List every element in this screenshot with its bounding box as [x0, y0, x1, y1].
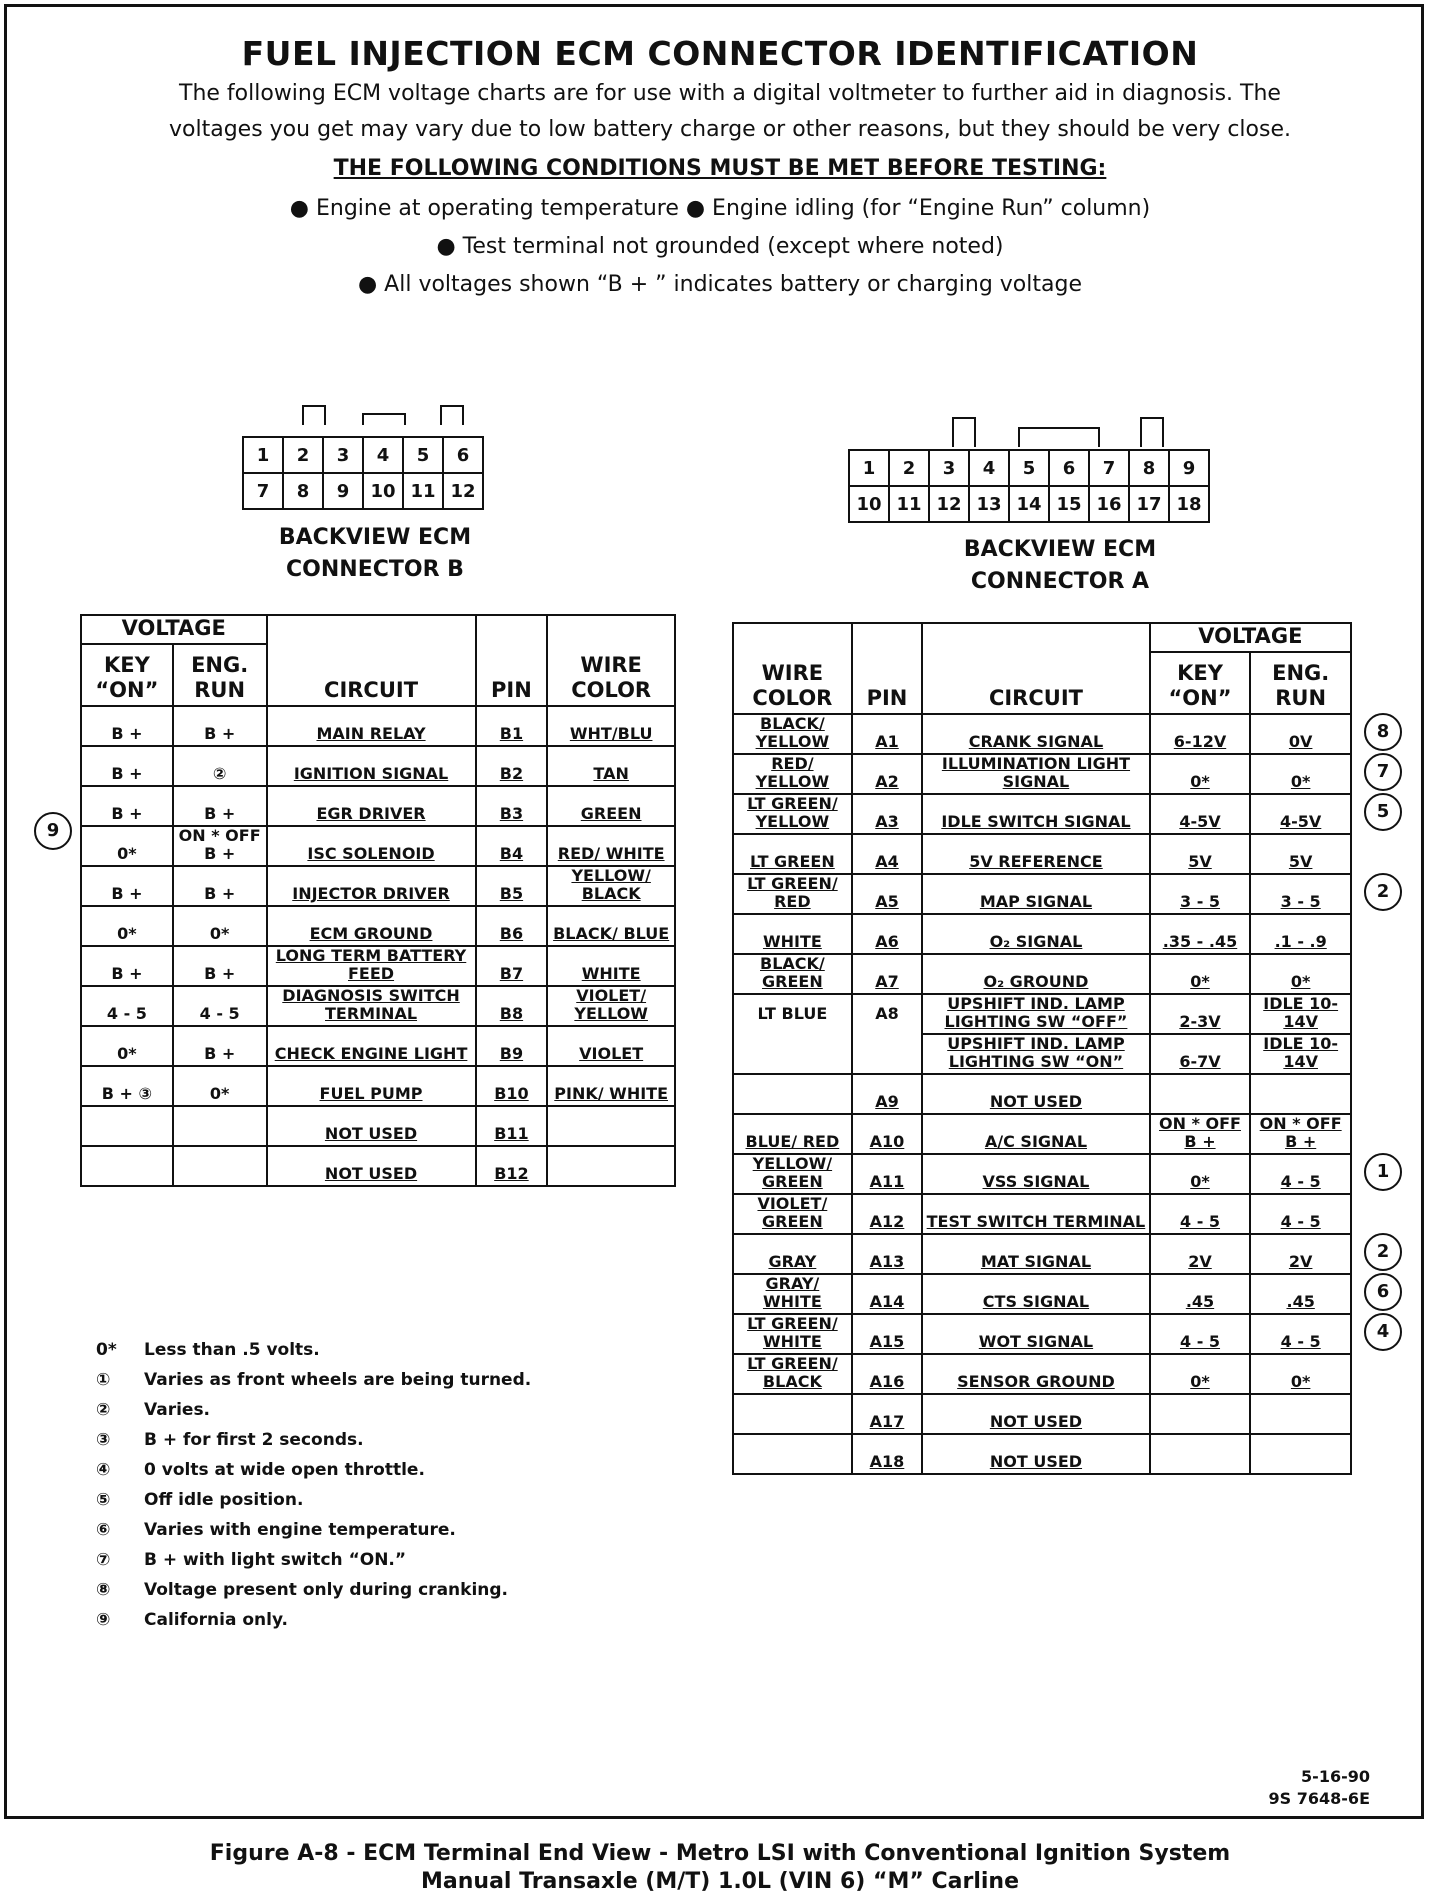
- table-row: [733, 1274, 1351, 1314]
- pin-cell: 7: [1089, 450, 1129, 486]
- cell-wire: WHITE: [547, 946, 675, 986]
- cell-key: [1150, 1074, 1251, 1114]
- cell-pin: A13: [852, 1234, 922, 1274]
- note-text: B + for first 2 seconds.: [144, 1430, 364, 1450]
- cell-pin: A4: [852, 834, 922, 874]
- table-row: [733, 1234, 1351, 1274]
- conditions-list: [0, 190, 1440, 304]
- conditions-heading: THE FOLLOWING CONDITIONS MUST BE MET BEFORE TESTING:: [333, 156, 1107, 181]
- note-marker-circle: 8: [1364, 713, 1402, 751]
- table-row: [81, 746, 675, 786]
- note-symbol: ⑥: [96, 1520, 111, 1540]
- cell-circuit: A/C SIGNAL: [922, 1114, 1149, 1154]
- pin-cell: 5: [1009, 450, 1049, 486]
- connector-a-label: [900, 534, 1220, 598]
- note-marker-circle: 6: [1364, 1273, 1402, 1311]
- cell-key: B + ③: [81, 1066, 173, 1106]
- note-text: Less than .5 volts.: [144, 1340, 320, 1360]
- pin-cell: 9: [323, 473, 363, 509]
- cell-circuit: O₂ SIGNAL: [922, 914, 1149, 954]
- note-marker-circle: 2: [1364, 1233, 1402, 1271]
- note-item: [96, 1365, 531, 1395]
- connector-a-diagram: [848, 449, 1210, 523]
- note-item: [96, 1575, 531, 1605]
- condition-item: ● Engine at operating temperature ● Engine idling (for “Engine Run” column): [289, 196, 1151, 221]
- pin-header: PIN: [476, 615, 548, 706]
- pin-cell: 1: [243, 437, 283, 473]
- cell-pin: B8: [476, 986, 548, 1026]
- connector-b-label-line: BACKVIEW ECM: [278, 525, 472, 550]
- note-text: Off idle position.: [144, 1490, 304, 1510]
- table-row: [733, 714, 1351, 754]
- cell-pin: B11: [476, 1106, 548, 1146]
- cell-run: [173, 1106, 267, 1146]
- cell-wire: VIOLET/ GREEN: [733, 1194, 852, 1234]
- cell-wire: GRAY: [733, 1234, 852, 1274]
- note-item: [96, 1545, 531, 1575]
- cell-circuit: CHECK ENGINE LIGHT: [267, 1026, 476, 1066]
- intro-text: [100, 76, 1360, 148]
- cell-key: B +: [81, 706, 173, 746]
- note-item: [96, 1395, 531, 1425]
- cell-wire: [547, 1146, 675, 1186]
- cell-wire: [547, 1106, 675, 1146]
- cell-key: 0*: [81, 906, 173, 946]
- pin-cell: 1: [849, 450, 889, 486]
- note-text: 0 volts at wide open throttle.: [144, 1460, 425, 1480]
- pin-cell: 18: [1169, 486, 1209, 522]
- circuit-header: CIRCUIT: [267, 615, 476, 706]
- cell-circuit: ECM GROUND: [267, 906, 476, 946]
- connector-a-key-tab: [952, 417, 976, 447]
- connector-b-label-line: CONNECTOR B: [286, 557, 464, 582]
- cell-pin: B2: [476, 746, 548, 786]
- cell-wire: VIOLET: [547, 1026, 675, 1066]
- table-row: [733, 1394, 1351, 1434]
- pin-cell: 17: [1129, 486, 1169, 522]
- table-row: [81, 1066, 675, 1106]
- cell-run: B +: [173, 786, 267, 826]
- cell-run: 0*: [173, 906, 267, 946]
- cell-pin: B7: [476, 946, 548, 986]
- cell-pin: A15: [852, 1314, 922, 1354]
- cell-circuit: CTS SIGNAL: [922, 1274, 1149, 1314]
- note-text: Varies.: [144, 1400, 211, 1420]
- pin-cell: 10: [849, 486, 889, 522]
- cell-run: B +: [173, 866, 267, 906]
- cell-circuit: UPSHIFT IND. LAMP LIGHTING SW “ON”: [922, 1034, 1149, 1074]
- table-row: [81, 826, 675, 866]
- connector-row: [849, 450, 1209, 486]
- cell-circuit: MAT SIGNAL: [922, 1234, 1149, 1274]
- table-row: [81, 986, 675, 1026]
- connector-b-voltage-table: [80, 614, 676, 1187]
- condition-item: ● Test terminal not grounded (except where noted): [436, 234, 1004, 259]
- cell-wire: YELLOW/ BLACK: [547, 866, 675, 906]
- pin-cell: 6: [1049, 450, 1089, 486]
- cell-wire: BLACK/ GREEN: [733, 954, 852, 994]
- key-on-header: KEY “ON”: [81, 644, 173, 706]
- table-row: [733, 1114, 1351, 1154]
- cell-run: [173, 1146, 267, 1186]
- cell-run: IDLE 10-14V: [1250, 994, 1351, 1034]
- pin-cell: 14: [1009, 486, 1049, 522]
- cell-wire: GREEN: [547, 786, 675, 826]
- cell-run: 0*: [1250, 954, 1351, 994]
- cell-run: .1 - .9: [1250, 914, 1351, 954]
- cell-wire: [733, 1074, 852, 1114]
- cell-circuit: IDLE SWITCH SIGNAL: [922, 794, 1149, 834]
- note-item: [96, 1335, 531, 1365]
- cell-run: 0*: [1250, 754, 1351, 794]
- table-row: [81, 866, 675, 906]
- cell-wire: VIOLET/ YELLOW: [547, 986, 675, 1026]
- note-text: Voltage present only during cranking.: [144, 1580, 509, 1600]
- note-symbol: ②: [96, 1400, 111, 1420]
- table-row: [733, 1354, 1351, 1394]
- cell-wire: GRAY/ WHITE: [733, 1274, 852, 1314]
- page-title: FUEL INJECTION ECM CONNECTOR IDENTIFICATION: [241, 34, 1199, 73]
- cell-circuit: VSS SIGNAL: [922, 1154, 1149, 1194]
- voltage-header: VOLTAGE: [81, 615, 267, 644]
- cell-key: B +: [81, 746, 173, 786]
- cell-pin: B5: [476, 866, 548, 906]
- cell-key: B +: [81, 946, 173, 986]
- notes-legend: [96, 1335, 531, 1635]
- cell-circuit: CRANK SIGNAL: [922, 714, 1149, 754]
- cell-key: 0*: [1150, 754, 1251, 794]
- cell-circuit: NOT USED: [267, 1106, 476, 1146]
- pin-cell: 7: [243, 473, 283, 509]
- cell-circuit: NOT USED: [267, 1146, 476, 1186]
- connector-b-label: [230, 522, 520, 586]
- note-marker-circle: 7: [1364, 753, 1402, 791]
- cell-circuit: LONG TERM BATTERY FEED: [267, 946, 476, 986]
- cell-key: B +: [81, 786, 173, 826]
- caption-line: Manual Transaxle (M/T) 1.0L (VIN 6) “M” Carline: [421, 1869, 1019, 1894]
- note-marker-circle: 4: [1364, 1313, 1402, 1351]
- cell-run: [1250, 1394, 1351, 1434]
- cell-wire: RED/ YELLOW: [733, 754, 852, 794]
- pin-cell: 10: [363, 473, 403, 509]
- pin-cell: 6: [443, 437, 483, 473]
- wire-color-header: WIRE COLOR: [733, 623, 852, 714]
- note-symbol: ⑤: [96, 1490, 111, 1510]
- cell-pin: A8: [852, 994, 922, 1074]
- cell-circuit: O₂ GROUND: [922, 954, 1149, 994]
- cell-pin: A5: [852, 874, 922, 914]
- note-item: [96, 1455, 531, 1485]
- pin-cell: 8: [1129, 450, 1169, 486]
- pin-cell: 5: [403, 437, 443, 473]
- cell-circuit: UPSHIFT IND. LAMP LIGHTING SW “OFF”: [922, 994, 1149, 1034]
- pin-cell: 4: [363, 437, 403, 473]
- note-text: B + with light switch “ON.”: [144, 1550, 407, 1570]
- cell-circuit: NOT USED: [922, 1074, 1149, 1114]
- connector-row: [849, 486, 1209, 522]
- cell-key: 4 - 5: [1150, 1314, 1251, 1354]
- table-row: [81, 1146, 675, 1186]
- cell-wire: LT GREEN/ YELLOW: [733, 794, 852, 834]
- cell-pin: A10: [852, 1114, 922, 1154]
- document-id: [1269, 1766, 1370, 1810]
- key-on-header: KEY “ON”: [1150, 652, 1251, 714]
- cell-wire: BLACK/ YELLOW: [733, 714, 852, 754]
- pin-cell: 12: [929, 486, 969, 522]
- cell-key: [1150, 1434, 1251, 1474]
- cell-run: [1250, 1434, 1351, 1474]
- cell-pin: A2: [852, 754, 922, 794]
- cell-pin: B9: [476, 1026, 548, 1066]
- cell-key: 0*: [1150, 1154, 1251, 1194]
- table-row: [733, 834, 1351, 874]
- table-row: [81, 706, 675, 746]
- voltage-header: VOLTAGE: [1150, 623, 1351, 652]
- pin-header: PIN: [852, 623, 922, 714]
- pin-cell: 4: [969, 450, 1009, 486]
- cell-wire: LT GREEN/ WHITE: [733, 1314, 852, 1354]
- note-item: [96, 1485, 531, 1515]
- table-row: [733, 1314, 1351, 1354]
- table-row: [81, 906, 675, 946]
- table-row: [733, 794, 1351, 834]
- eng-run-header: ENG. RUN: [1250, 652, 1351, 714]
- cell-circuit: IGNITION SIGNAL: [267, 746, 476, 786]
- cell-wire: [733, 1394, 852, 1434]
- table-row: [733, 914, 1351, 954]
- note-marker-circle: 5: [1364, 793, 1402, 831]
- cell-run: 4 - 5: [1250, 1314, 1351, 1354]
- pin-cell: 2: [889, 450, 929, 486]
- cell-key: ON * OFF B +: [1150, 1114, 1251, 1154]
- cell-pin: A17: [852, 1394, 922, 1434]
- cell-pin: A14: [852, 1274, 922, 1314]
- cell-run: 0*: [1250, 1354, 1351, 1394]
- note-marker-circle: 9: [34, 812, 72, 850]
- cell-circuit: FUEL PUMP: [267, 1066, 476, 1106]
- connector-a-key-tab: [1140, 417, 1164, 447]
- pin-cell: 11: [889, 486, 929, 522]
- cell-pin: B10: [476, 1066, 548, 1106]
- cell-circuit: WOT SIGNAL: [922, 1314, 1149, 1354]
- connector-a-key-tab: [1018, 427, 1100, 447]
- cell-circuit: ILLUMINATION LIGHT SIGNAL: [922, 754, 1149, 794]
- cell-key: 2V: [1150, 1234, 1251, 1274]
- cell-run: B +: [173, 1026, 267, 1066]
- cell-circuit: 5V REFERENCE: [922, 834, 1149, 874]
- cell-wire: [733, 1434, 852, 1474]
- cell-pin: A1: [852, 714, 922, 754]
- cell-run: B +: [173, 946, 267, 986]
- note-item: [96, 1515, 531, 1545]
- table-row: [733, 954, 1351, 994]
- cell-key: [81, 1146, 173, 1186]
- pin-cell: 16: [1089, 486, 1129, 522]
- table-row: [81, 1106, 675, 1146]
- table-row: [81, 786, 675, 826]
- cell-run: 0V: [1250, 714, 1351, 754]
- cell-pin: A16: [852, 1354, 922, 1394]
- cell-key: 4 - 5: [1150, 1194, 1251, 1234]
- connector-row: [243, 473, 483, 509]
- cell-run: .45: [1250, 1274, 1351, 1314]
- cell-pin: A6: [852, 914, 922, 954]
- document-number: 9S 7648-6E: [1268, 1789, 1370, 1808]
- cell-wire: BLACK/ BLUE: [547, 906, 675, 946]
- table-row: [733, 1074, 1351, 1114]
- cell-circuit: DIAGNOSIS SWITCH TERMINAL: [267, 986, 476, 1026]
- pin-cell: 8: [283, 473, 323, 509]
- cell-key: .35 - .45: [1150, 914, 1251, 954]
- note-symbol: ⑨: [96, 1610, 111, 1630]
- cell-key: 3 - 5: [1150, 874, 1251, 914]
- cell-key: 4-5V: [1150, 794, 1251, 834]
- cell-run: 0*: [173, 1066, 267, 1106]
- note-marker-circle: 1: [1364, 1153, 1402, 1191]
- cell-pin: B1: [476, 706, 548, 746]
- connector-b-diagram: [242, 436, 484, 510]
- note-symbol: ①: [96, 1370, 111, 1390]
- table-row: [733, 1434, 1351, 1474]
- cell-wire: WHITE: [733, 914, 852, 954]
- note-item: [96, 1605, 531, 1635]
- table-row: [733, 994, 1351, 1034]
- cell-wire: LT GREEN/ BLACK: [733, 1354, 852, 1394]
- pin-cell: 15: [1049, 486, 1089, 522]
- cell-key: 0*: [1150, 954, 1251, 994]
- cell-run: ON * OFF B +: [1250, 1114, 1351, 1154]
- connector-a-voltage-table: [732, 622, 1352, 1475]
- cell-key: 4 - 5: [81, 986, 173, 1026]
- intro-line: voltages you get may vary due to low battery charge or other reasons, but they should be very close.: [169, 117, 1291, 142]
- connector-a-label-line: CONNECTOR A: [970, 569, 1150, 594]
- connector-b-key-tab: [362, 413, 406, 425]
- connector-b-key-tab: [440, 405, 464, 425]
- cell-wire: LT GREEN: [733, 834, 852, 874]
- cell-circuit: MAP SIGNAL: [922, 874, 1149, 914]
- cell-circuit: SENSOR GROUND: [922, 1354, 1149, 1394]
- cell-run: ON * OFF B +: [173, 826, 267, 866]
- eng-run-header: ENG. RUN: [173, 644, 267, 706]
- intro-line: The following ECM voltage charts are for use with a digital voltmeter to further aid in diagnosis. The: [179, 81, 1281, 106]
- cell-pin: A9: [852, 1074, 922, 1114]
- condition-item: ● All voltages shown “B + ” indicates battery or charging voltage: [357, 272, 1082, 297]
- cell-run: 4 - 5: [1250, 1194, 1351, 1234]
- cell-run: IDLE 10-14V: [1250, 1034, 1351, 1074]
- cell-key: .45: [1150, 1274, 1251, 1314]
- table-row: [733, 874, 1351, 914]
- cell-key: [1150, 1394, 1251, 1434]
- cell-pin: A11: [852, 1154, 922, 1194]
- pin-cell: 3: [323, 437, 363, 473]
- cell-run: ②: [173, 746, 267, 786]
- note-symbol: ⑦: [96, 1550, 111, 1570]
- cell-wire: RED/ WHITE: [547, 826, 675, 866]
- cell-wire: TAN: [547, 746, 675, 786]
- pin-cell: 9: [1169, 450, 1209, 486]
- cell-key: [81, 1106, 173, 1146]
- cell-pin: A3: [852, 794, 922, 834]
- pin-cell: 13: [969, 486, 1009, 522]
- cell-key: 0*: [81, 1026, 173, 1066]
- cell-circuit: NOT USED: [922, 1394, 1149, 1434]
- cell-pin: A18: [852, 1434, 922, 1474]
- cell-key: B +: [81, 866, 173, 906]
- cell-pin: A12: [852, 1194, 922, 1234]
- cell-key: 6-12V: [1150, 714, 1251, 754]
- cell-run: 4 - 5: [1250, 1154, 1351, 1194]
- note-symbol: ⑧: [96, 1580, 111, 1600]
- cell-circuit: TEST SWITCH TERMINAL: [922, 1194, 1149, 1234]
- note-text: Varies as front wheels are being turned.: [144, 1370, 532, 1390]
- note-text: Varies with engine temperature.: [144, 1520, 456, 1540]
- cell-run: 3 - 5: [1250, 874, 1351, 914]
- circuit-header: CIRCUIT: [922, 623, 1149, 714]
- cell-run: B +: [173, 706, 267, 746]
- cell-run: 4 - 5: [173, 986, 267, 1026]
- cell-wire: LT BLUE: [733, 994, 852, 1074]
- caption-line: Figure A-8 - ECM Terminal End View - Metro LSI with Conventional Ignition System: [209, 1841, 1231, 1866]
- note-symbol: 0*: [96, 1340, 117, 1360]
- cell-circuit: MAIN RELAY: [267, 706, 476, 746]
- note-symbol: ④: [96, 1460, 111, 1480]
- cell-circuit: EGR DRIVER: [267, 786, 476, 826]
- cell-circuit: INJECTOR DRIVER: [267, 866, 476, 906]
- pin-cell: 2: [283, 437, 323, 473]
- cell-wire: PINK/ WHITE: [547, 1066, 675, 1106]
- cell-key: 6-7V: [1150, 1034, 1251, 1074]
- cell-wire: LT GREEN/ RED: [733, 874, 852, 914]
- wire-color-header: WIRE COLOR: [547, 615, 675, 706]
- cell-pin: A7: [852, 954, 922, 994]
- cell-key: 2-3V: [1150, 994, 1251, 1034]
- table-row: [733, 1194, 1351, 1234]
- cell-circuit: NOT USED: [922, 1434, 1149, 1474]
- cell-key: 5V: [1150, 834, 1251, 874]
- connector-b-key-tab: [302, 405, 326, 425]
- cell-run: 4-5V: [1250, 794, 1351, 834]
- cell-pin: B6: [476, 906, 548, 946]
- pin-cell: 11: [403, 473, 443, 509]
- pin-cell: 3: [929, 450, 969, 486]
- pin-cell: 12: [443, 473, 483, 509]
- cell-pin: B3: [476, 786, 548, 826]
- cell-key: 0*: [1150, 1354, 1251, 1394]
- table-row: [733, 1154, 1351, 1194]
- cell-wire: YELLOW/ GREEN: [733, 1154, 852, 1194]
- note-symbol: ③: [96, 1430, 111, 1450]
- cell-key: 0*: [81, 826, 173, 866]
- connector-row: [243, 437, 483, 473]
- cell-run: [1250, 1074, 1351, 1114]
- cell-pin: B4: [476, 826, 548, 866]
- table-row: [81, 946, 675, 986]
- note-item: [96, 1425, 531, 1455]
- connector-a-label-line: BACKVIEW ECM: [963, 537, 1157, 562]
- note-marker-circle: 2: [1364, 873, 1402, 911]
- cell-run: 5V: [1250, 834, 1351, 874]
- table-row: [81, 1026, 675, 1066]
- cell-pin: B12: [476, 1146, 548, 1186]
- cell-wire: BLUE/ RED: [733, 1114, 852, 1154]
- cell-run: 2V: [1250, 1234, 1351, 1274]
- table-row: [733, 754, 1351, 794]
- cell-circuit: ISC SOLENOID: [267, 826, 476, 866]
- note-text: California only.: [144, 1610, 288, 1630]
- cell-wire: WHT/BLU: [547, 706, 675, 746]
- document-date: 5-16-90: [1301, 1767, 1370, 1786]
